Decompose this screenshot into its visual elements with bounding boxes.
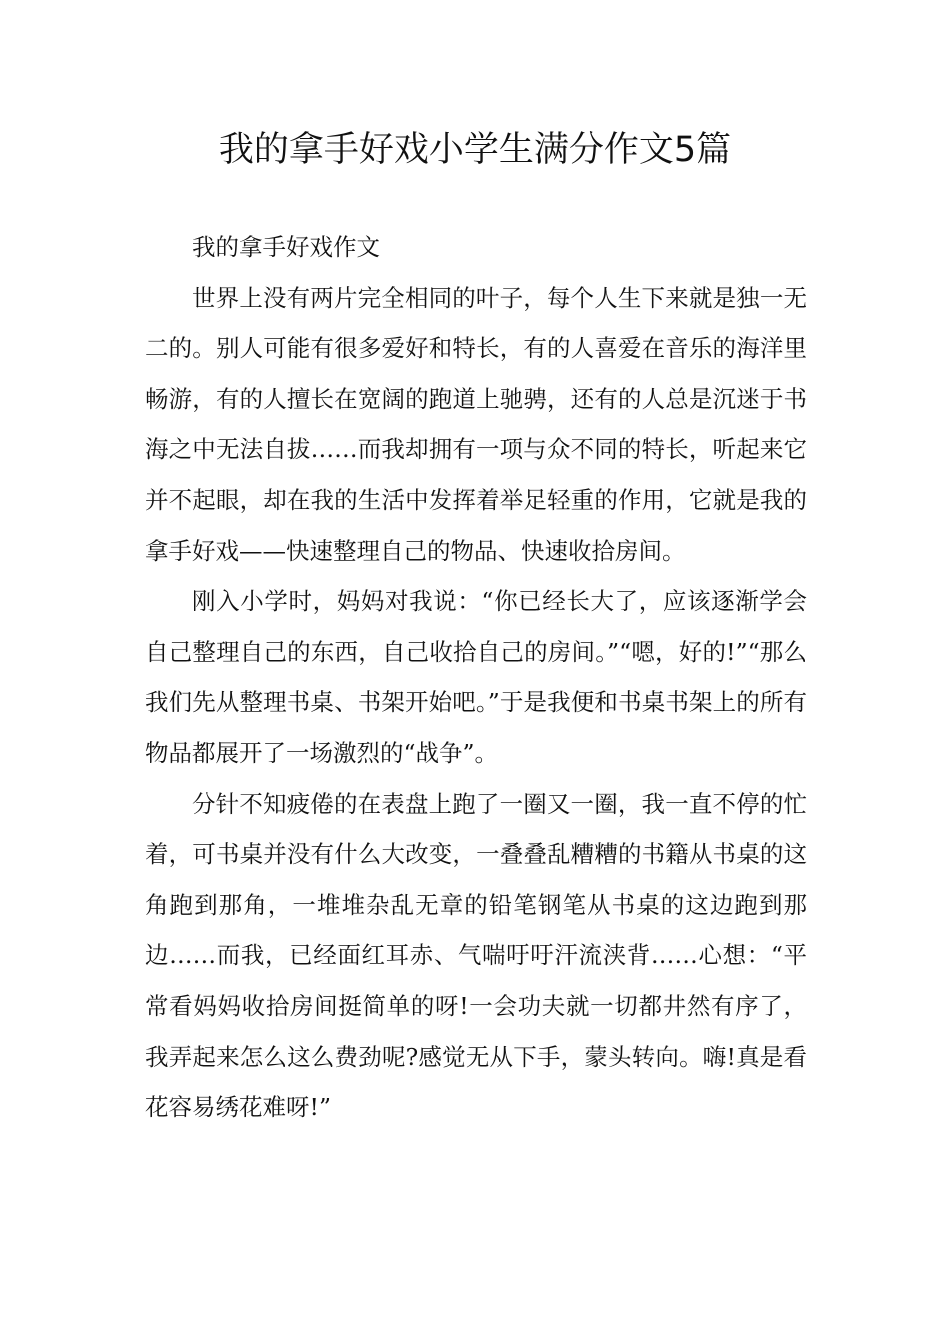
paragraph-subtitle: 我的拿手好戏作文 bbox=[192, 233, 380, 261]
paragraph: 刚入小学时，妈妈对我说：“你已经长大了，应该逐渐学会自己整理自己的东西，自己收拾自己的房间。”“嗯，好的!”“那么我们先从整理书桌、书架开始吧。”于是我便和书桌书架上的所有物品都展开了一场激烈的“战争”。 bbox=[145, 587, 807, 767]
paragraph: 分针不知疲倦的在表盘上跑了一圈又一圈，我一直不停的忙着，可书桌并没有什么大改变，一叠叠乱糟糟的书籍从书桌的这角跑到那角，一堆堆杂乱无章的铅笔钢笔从书桌的这边跑到那边……而我，已经面红耳赤、气喘吁吁汗流浃背……心想：“平常看妈妈收拾房间挺简单的呀!一会功夫就一切都井然有序了，我弄起来怎么这么费劲呢?感觉无从下手，蒙头转向。嗨!真是看花容易绣花难呀!” bbox=[145, 789, 807, 1122]
document-body bbox=[145, 222, 807, 1133]
paragraph: 世界上没有两片完全相同的叶子，每个人生下来就是独一无二的。别人可能有很多爱好和特长，有的人喜爱在音乐的海洋里畅游，有的人擅长在宽阔的跑道上驰骋，还有的人总是沉迷于书海之中无法自拔……而我却拥有一项与众不同的特长，听起来它并不起眼，却在我的生活中发挥着举足轻重的作用，它就是我的拿手好戏——快速整理自己的物品、快速收拾房间。 bbox=[145, 283, 807, 565]
document-title: 我的拿手好戏小学生满分作文5篇 bbox=[218, 130, 732, 170]
